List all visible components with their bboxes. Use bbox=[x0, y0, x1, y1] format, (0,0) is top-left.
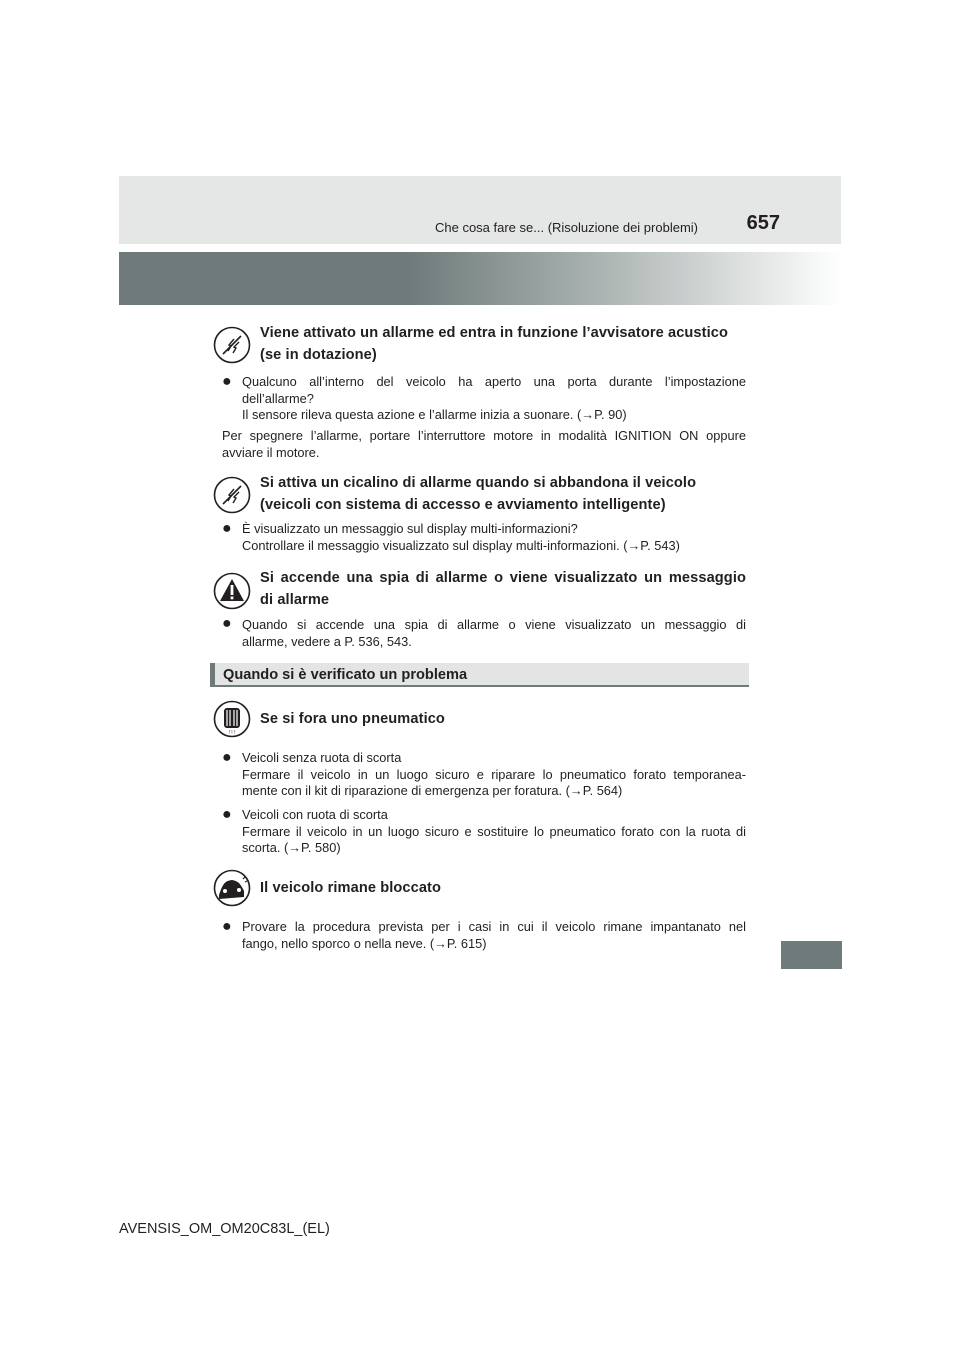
stuck-car-icon bbox=[213, 869, 251, 907]
section-title: Se si fora uno pneumatico bbox=[260, 711, 445, 727]
decorative-gradient-band bbox=[119, 252, 841, 305]
bullet-dot: ● bbox=[222, 918, 232, 935]
section-heading: Quando si è verificato un problema bbox=[223, 667, 468, 683]
bullet-dot: ● bbox=[222, 806, 232, 823]
chapter-tab bbox=[781, 941, 842, 969]
section-title: Il veicolo rimane bloccato bbox=[260, 880, 442, 896]
bullet-text: Quando si accende una spia di allarme o viene visualizzato un messaggio di allarme, vedere a P. 536, 543. bbox=[242, 617, 746, 649]
bullet-text: Provare la procedura prevista per i casi in cui il veicolo rimane impantanato nel fango, nello sporco o nella neve. (→P. 615) bbox=[242, 919, 746, 951]
section-title: Si accende una spia di allarme o viene visualizzato un messaggio di allarme bbox=[260, 570, 746, 608]
footer-code: AVENSIS_OM_OM20C83L_(EL) bbox=[119, 1221, 330, 1237]
paragraph-text: Per spegnere l’allarme, portare l’interruttore motore in modalità IGNITION ON oppure avviare il motore. bbox=[222, 428, 746, 460]
bullet-text: Veicoli con ruota di scorta Fermare il veicolo in un luogo sicuro e sostituire lo pneumatico forato con la ruota di scorta. (→P. 580) bbox=[242, 807, 746, 855]
bullet-text: È visualizzato un messaggio sul display multi-informazioni? Controllare il messaggio visualizzato sul display multi-informazioni. (→P. 543) bbox=[242, 521, 680, 553]
bullet-dot: ● bbox=[222, 615, 232, 632]
section-title: Viene attivato un allarme ed entra in funzione l’avvisatore acustico (se in dotazione) bbox=[260, 325, 728, 363]
warning-triangle-icon bbox=[213, 572, 251, 610]
bullet-text: Veicoli senza ruota di scorta Fermare il veicolo in un luogo sicuro e riparare lo pneumatico forato temporanea- mente con il kit di riparazione di emergenza per foratura. (→P. 564) bbox=[242, 750, 746, 798]
bullet-dot: ● bbox=[222, 373, 232, 390]
flat-tire-icon bbox=[213, 700, 251, 738]
bullet-dot: ● bbox=[222, 749, 232, 766]
electric-alarm-icon bbox=[213, 326, 251, 364]
section-title: Si attiva un cicalino di allarme quando si abbandona il veicolo (veicoli con sistema di accesso e avviamento intelligente) bbox=[260, 475, 697, 513]
electric-alarm-icon bbox=[213, 476, 251, 514]
bullet-text: Qualcuno all’interno del veicolo ha aperto una porta durante l’impostazione dell’allarme? Il sensore rileva questa azione e l’allarme inizia a suonare. (→P. 90) bbox=[242, 374, 746, 422]
svg-text:! ! !: ! ! ! bbox=[228, 730, 236, 736]
chapter-title: Che cosa fare se... (Risoluzione dei problemi) bbox=[434, 220, 698, 235]
bullet-dot: ● bbox=[222, 520, 232, 537]
page-number: 657 bbox=[746, 212, 780, 234]
